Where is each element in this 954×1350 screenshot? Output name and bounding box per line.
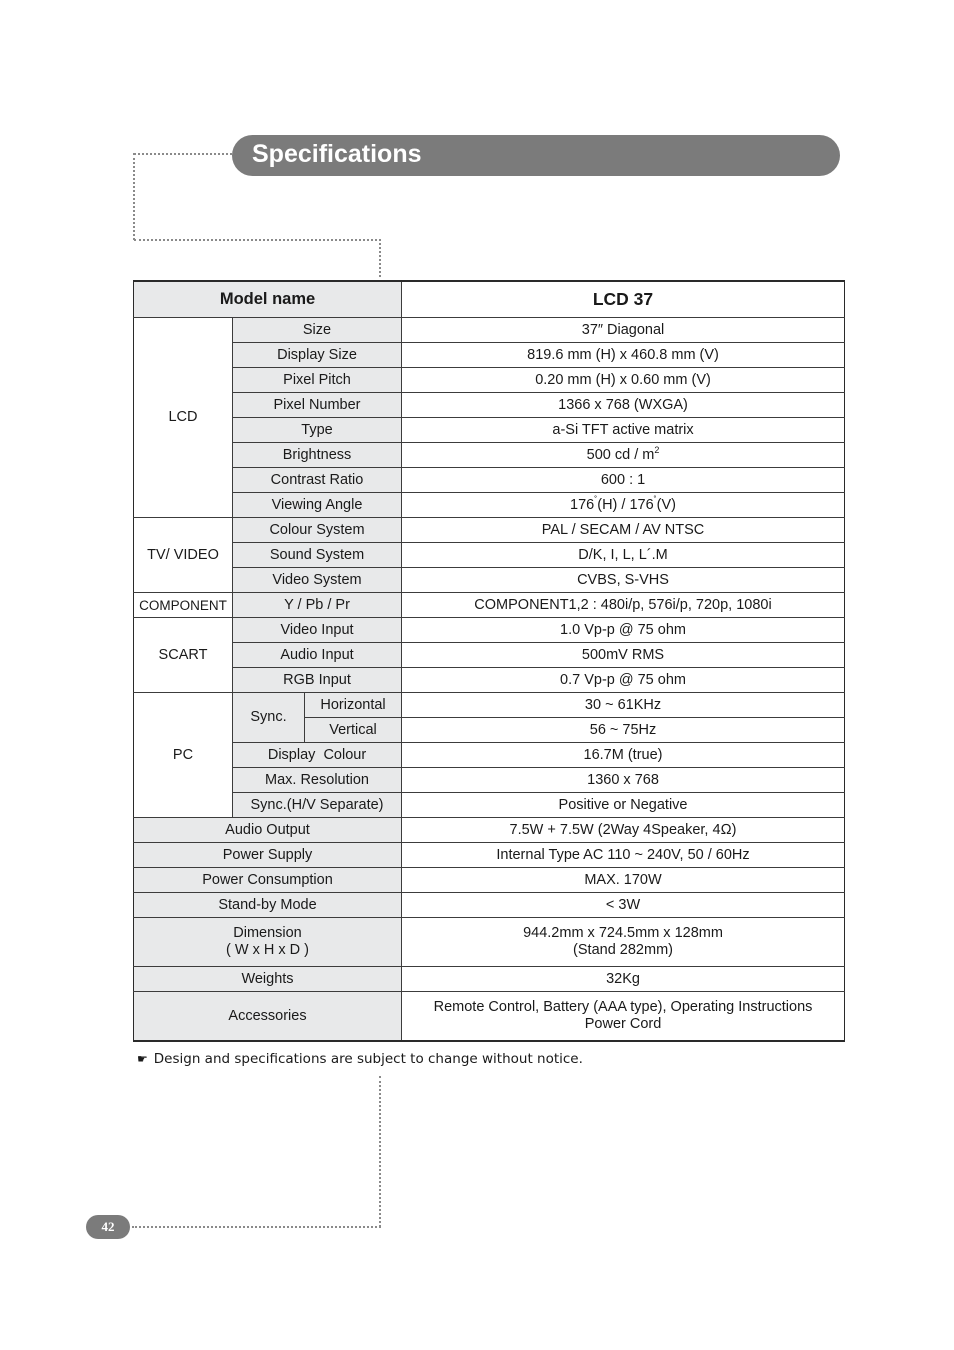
table-row [134, 668, 845, 693]
spec-value: 7.5W + 7.5W (2Way 4Speaker, 4Ω) [402, 818, 845, 843]
spec-value: 37″ Diagonal [402, 318, 845, 343]
table-row [134, 843, 845, 868]
spec-label: RGB Input [233, 668, 402, 693]
table-header-row [134, 281, 845, 318]
table-row [134, 643, 845, 668]
spec-label: Power Consumption [134, 868, 402, 893]
pointing-hand-icon: ☛ [137, 1052, 148, 1066]
dotted-line-top-right [379, 239, 381, 277]
spec-label: Power Supply [134, 843, 402, 868]
angle-part: (H) / 176 [597, 496, 654, 513]
spec-label: Display Size [233, 343, 402, 368]
spec-value: 1.0 Vp-p @ 75 ohm [402, 618, 845, 643]
spec-value: a-Si TFT active matrix [402, 418, 845, 443]
spec-value: 600 : 1 [402, 468, 845, 493]
group-pc: PC [134, 693, 233, 818]
spec-value: 30 ~ 61KHz [402, 693, 845, 718]
group-component: COMPONENT [134, 593, 233, 618]
table-row [134, 768, 845, 793]
spec-value: < 3W [402, 893, 845, 918]
group-tv-video: TV/ VIDEO [134, 518, 233, 593]
dotted-line-bottom-right [379, 1076, 381, 1227]
spec-value: 0.20 mm (H) x 0.60 mm (V) [402, 368, 845, 393]
dotted-line-top [134, 153, 232, 155]
table-row [134, 343, 845, 368]
title-bar [232, 135, 840, 176]
spec-value: 819.6 mm (H) x 460.8 mm (V) [402, 343, 845, 368]
table-row [134, 992, 845, 1042]
spec-value: COMPONENT1,2 : 480i/p, 576i/p, 720p, 1080i [402, 593, 845, 618]
spec-label: Vertical [305, 718, 402, 743]
spec-value [402, 992, 845, 1042]
table-row [134, 493, 845, 518]
model-name-value: LCD 37 [402, 281, 845, 318]
angle-part: 176 [570, 496, 595, 513]
spec-label: Pixel Number [233, 393, 402, 418]
spec-value: Internal Type AC 110 ~ 240V, 50 / 60Hz [402, 843, 845, 868]
spec-value [402, 918, 845, 967]
spec-label: Size [233, 318, 402, 343]
spec-label [134, 918, 402, 967]
angle-part: (V) [656, 496, 676, 513]
table-row [134, 818, 845, 843]
specifications-table [133, 280, 845, 1042]
table-row [134, 893, 845, 918]
table-row [134, 443, 845, 468]
spec-value [402, 493, 845, 518]
spec-label: Weights [134, 967, 402, 992]
spec-value: MAX. 170W [402, 868, 845, 893]
spec-value [402, 443, 845, 468]
spec-label: Pixel Pitch [233, 368, 402, 393]
table-row [134, 593, 845, 618]
footnote-text: Design and specifications are subject to change without notice. [153, 1051, 583, 1067]
page-number: 42 [86, 1215, 130, 1239]
spec-value: 1360 x 768 [402, 768, 845, 793]
spec-label: Horizontal [305, 693, 402, 718]
footnote [137, 1051, 583, 1067]
spec-label: Colour System [233, 518, 402, 543]
dotted-line-bottom [132, 1226, 381, 1228]
table-row [134, 693, 845, 718]
table-row [134, 918, 845, 967]
spec-label: Y / Pb / Pr [233, 593, 402, 618]
spec-label: Sound System [233, 543, 402, 568]
spec-value: CVBS, S-VHS [402, 568, 845, 593]
accessories-value: Remote Control, Battery (AAA type), Operating Instructions [433, 999, 813, 1015]
table-row [134, 967, 845, 992]
spec-value: Positive or Negative [402, 793, 845, 818]
spec-label: Max. Resolution [233, 768, 402, 793]
spec-label: Video Input [233, 618, 402, 643]
table-row [134, 393, 845, 418]
spec-label: Sync.(H/V Separate) [233, 793, 402, 818]
table-row [134, 468, 845, 493]
spec-value: 32Kg [402, 967, 845, 992]
degree-symbol: ˚ [653, 494, 657, 505]
spec-value: 56 ~ 75Hz [402, 718, 845, 743]
spec-label: Video System [233, 568, 402, 593]
brightness-value: 500 cd / m [586, 446, 655, 463]
table-row [134, 618, 845, 643]
spec-label: Stand-by Mode [134, 893, 402, 918]
table-row [134, 793, 845, 818]
spec-label: Type [233, 418, 402, 443]
table-row [134, 418, 845, 443]
spec-label: Audio Input [233, 643, 402, 668]
sync-label: Sync. [233, 693, 305, 743]
spec-value: 0.7 Vp-p @ 75 ohm [402, 668, 845, 693]
table-row [134, 743, 845, 768]
group-lcd: LCD [134, 318, 233, 518]
spec-value: 1366 x 768 (WXGA) [402, 393, 845, 418]
spec-label: Contrast Ratio [233, 468, 402, 493]
table-row [134, 368, 845, 393]
accessories-value-sub: Power Cord [584, 1016, 662, 1032]
page-title: Specifications [252, 140, 422, 168]
dimension-value: 944.2mm x 724.5mm x 128mm [523, 925, 723, 941]
table-row [134, 868, 845, 893]
spec-label: Brightness [233, 443, 402, 468]
table-row [134, 518, 845, 543]
table-row [134, 568, 845, 593]
dotted-line-top-left [133, 153, 135, 240]
spec-value: 16.7M (true) [402, 743, 845, 768]
dimension-label: Dimension [233, 925, 302, 941]
spec-value: D/K, I, L, L´.M [402, 543, 845, 568]
dimension-value-sub: (Stand 282mm) [573, 942, 673, 958]
spec-label: Accessories [134, 992, 402, 1042]
model-name-label: Model name [134, 281, 402, 318]
table-row [134, 318, 845, 343]
spec-label: Audio Output [134, 818, 402, 843]
dotted-line-top-mid [134, 239, 381, 241]
spec-value: PAL / SECAM / AV NTSC [402, 518, 845, 543]
spec-value: 500mV RMS [402, 643, 845, 668]
group-scart: SCART [134, 618, 233, 693]
superscript: 2 [654, 444, 660, 455]
dimension-label-sub: ( W x H x D ) [226, 942, 309, 958]
spec-label: Display Colour [233, 743, 402, 768]
table-row [134, 543, 845, 568]
degree-symbol: ˚ [594, 494, 598, 505]
spec-label: Viewing Angle [233, 493, 402, 518]
